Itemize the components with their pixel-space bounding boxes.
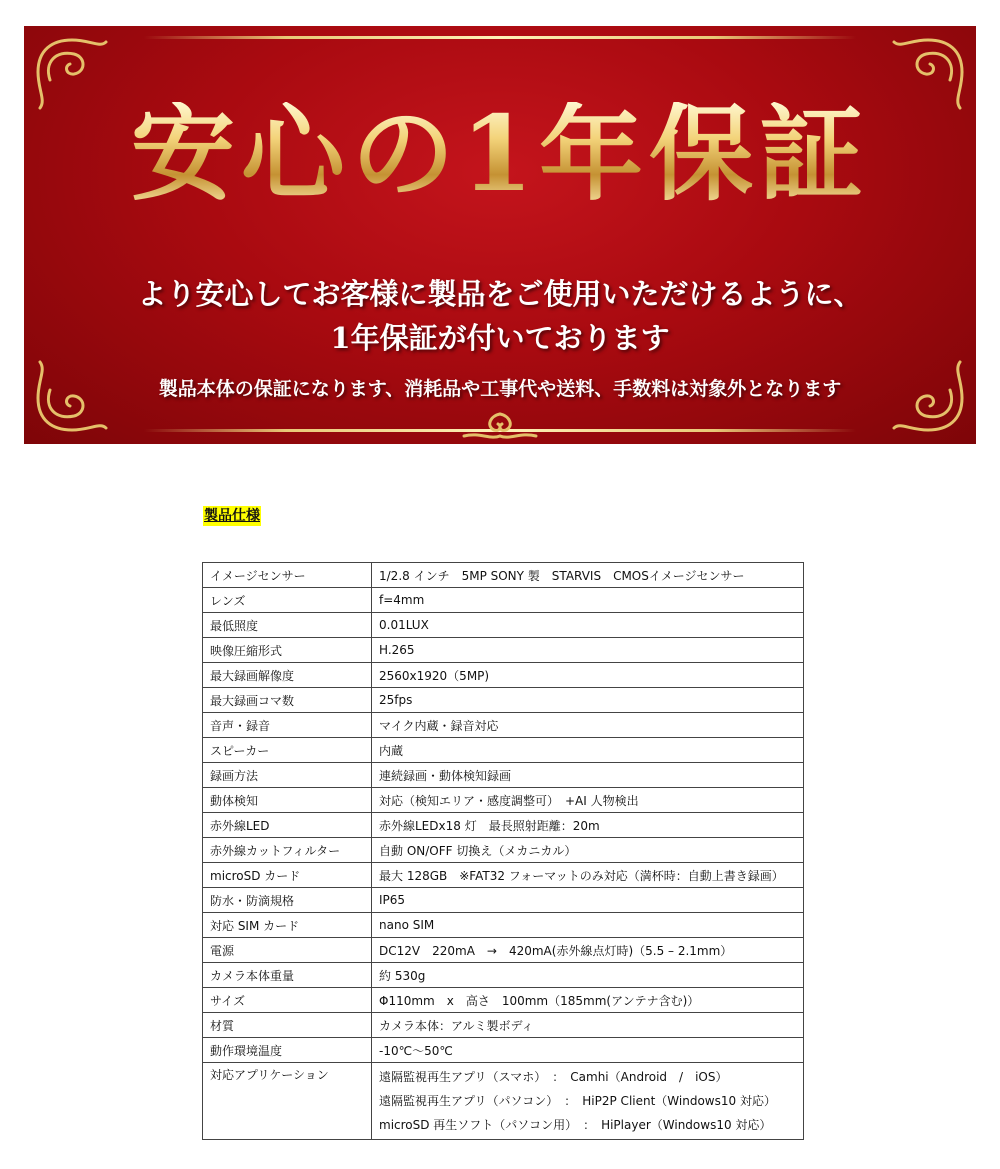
table-row [203,1063,804,1140]
spec-key: 赤外線カットフィルター [203,838,372,863]
spec-key: 映像圧縮形式 [203,638,372,663]
spec-value: Φ110mm x 高さ 100mm（185mm(アンテナ含む)） [372,988,804,1013]
spec-key: 防水・防滴規格 [203,888,372,913]
spec-value: カメラ本体：アルミ製ボディ [372,1013,804,1038]
spec-key: 電源 [203,938,372,963]
banner-title: 安心の1年保証 [24,102,976,206]
spec-value: 約 530g [372,963,804,988]
table-row [203,1038,804,1063]
table-row [203,613,804,638]
spec-value: マイク内蔵・録音対応 [372,713,804,738]
table-row [203,838,804,863]
spec-value: IP65 [372,888,804,913]
table-row [203,588,804,613]
spec-key: 動体検知 [203,788,372,813]
spec-key: microSD カード [203,863,372,888]
table-row [203,688,804,713]
spec-key: 対応 SIM カード [203,913,372,938]
spec-key: 材質 [203,1013,372,1038]
spec-value: 内蔵 [372,738,804,763]
table-row [203,738,804,763]
spec-value: 対応（検知エリア・感度調整可） +AI 人物検出 [372,788,804,813]
spec-value: 0.01LUX [372,613,804,638]
spec-value-apps [372,1063,804,1140]
spec-value: DC12V 220mA → 420mA(赤外線点灯時)（5.5 – 2.1mm） [372,938,804,963]
banner-note: 製品本体の保証になります、消耗品や工事代や送料、手数料は対象外となります [158,378,842,400]
spec-key: 最低照度 [203,613,372,638]
spec-key: サイズ [203,988,372,1013]
warranty-banner [24,26,976,444]
section-title-specs: 製品仕様 [204,508,260,524]
spec-value: 2560x1920（5MP) [372,663,804,688]
spec-key: 最大録画コマ数 [203,688,372,713]
table-row [203,638,804,663]
spec-key: 音声・録音 [203,713,372,738]
ornament-corner-icon [30,32,110,112]
table-row [203,713,804,738]
spec-key: 赤外線LED [203,813,372,838]
spec-value: 最大 128GB ※FAT32 フォーマットのみ対応（満杯時：自動上書き録画） [372,863,804,888]
spec-value: H.265 [372,638,804,663]
table-row [203,1013,804,1038]
table-row [203,763,804,788]
app-line: microSD 再生ソフト（パソコン用） ： HiPlayer（Windows10 対応） [379,1118,772,1132]
spec-value: 25fps [372,688,804,713]
app-line: 遠隔監視再生アプリ（パソコン） ： HiP2P Client（Windows10 対応） [379,1094,776,1108]
table-row [203,563,804,588]
table-row [203,988,804,1013]
spec-key: イメージセンサー [203,563,372,588]
table-row [203,938,804,963]
ornament-corner-icon [890,32,970,112]
banner-subtitle-line2: 1年保証が付いております [330,321,670,355]
table-row [203,913,804,938]
gold-divider-top [144,36,856,39]
spec-value: f=4mm [372,588,804,613]
spec-key: スピーカー [203,738,372,763]
spec-key: 対応アプリケーション [203,1063,372,1140]
spec-key: 最大録画解像度 [203,663,372,688]
spec-key: レンズ [203,588,372,613]
table-row [203,663,804,688]
banner-subtitle-line1: より安心してお客様に製品をご使用いただけるように、 [137,277,863,311]
app-line: 遠隔監視再生アプリ（スマホ） ： Camhi（Android / iOS） [379,1070,728,1084]
spec-value: 連続録画・動体検知録画 [372,763,804,788]
table-row [203,963,804,988]
table-row [203,863,804,888]
table-row [203,888,804,913]
spec-key: カメラ本体重量 [203,963,372,988]
spec-value: 自動 ON/OFF 切換え（メカニカル） [372,838,804,863]
spec-key: 録画方法 [203,763,372,788]
spec-value: -10℃～50℃ [372,1038,804,1063]
ornament-center-icon [460,410,540,444]
spec-value: 赤外線LEDx18 灯 最長照射距離：20m [372,813,804,838]
spec-table [202,562,804,1140]
table-row [203,813,804,838]
spec-table-body [203,563,804,1140]
spec-key: 動作環境温度 [203,1038,372,1063]
spec-value: 1/2.8 インチ 5MP SONY 製 STARVIS CMOSイメージセンサー [372,563,804,588]
table-row [203,788,804,813]
spec-value: nano SIM [372,913,804,938]
